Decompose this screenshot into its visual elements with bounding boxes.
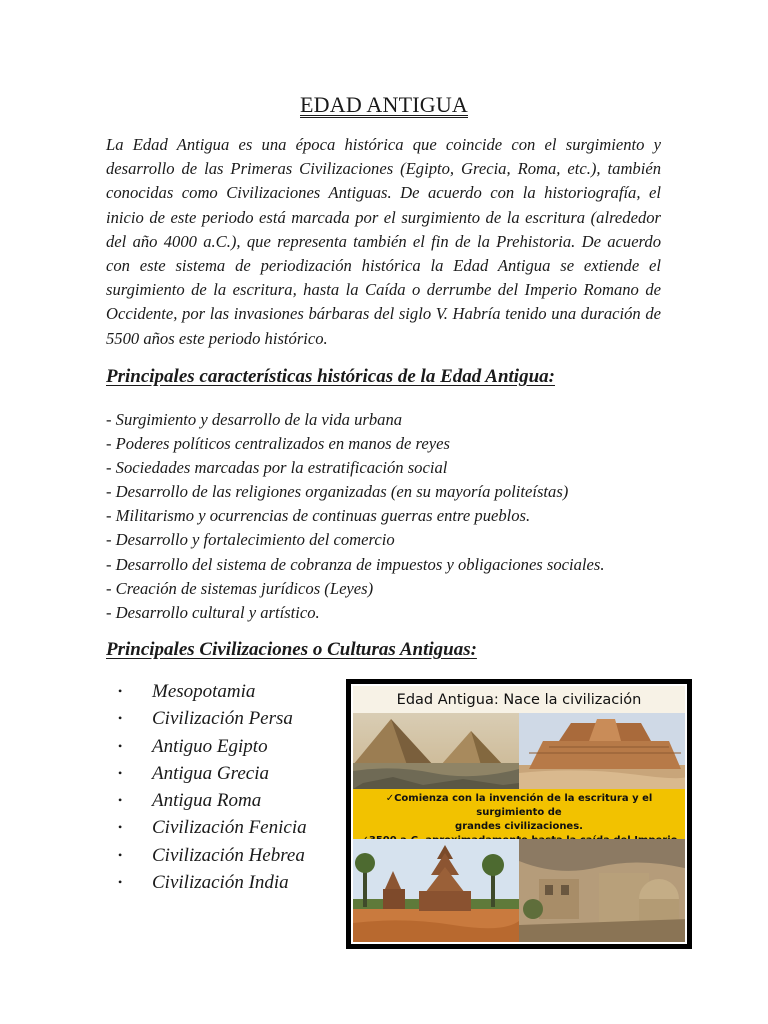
bullet-icon: • — [118, 711, 123, 726]
civilization-name: Civilización Fenicia — [152, 817, 307, 839]
list-item: - Militarismo y ocurrencias de continuas guerras entre pueblos. — [106, 506, 531, 526]
list-item: - Poderes políticos centralizados en manos de reyes — [106, 434, 450, 454]
civilization-name: Civilización Hebrea — [152, 844, 305, 866]
bullet-icon: • — [118, 765, 123, 780]
characteristics-heading: Principales características históricas de la Edad Antigua: — [106, 366, 555, 387]
list-item: - Creación de sistemas jurídicos (Leyes) — [106, 578, 374, 598]
list-item: - Desarrollo de las religiones organizadas (en su mayoría politeístas) — [106, 482, 569, 502]
list-item — [118, 814, 307, 841]
ziggurat-photo — [519, 713, 687, 789]
list-item — [118, 733, 307, 760]
document-title: EDAD ANTIGUA — [300, 92, 468, 117]
civilization-name: Civilización India — [152, 872, 289, 894]
list-item — [118, 842, 307, 869]
list-item: - Desarrollo del sistema de cobranza de impuestos y obligaciones sociales. — [106, 554, 605, 574]
list-item — [118, 760, 307, 787]
bullet-icon: • — [118, 820, 123, 835]
figure-caption-line: ✓Comienza con la invención de la escritura y el surgimiento de — [385, 793, 653, 818]
characteristics-list — [106, 408, 666, 625]
list-item — [118, 705, 307, 732]
bullet-icon: • — [118, 847, 123, 862]
civilization-name: Antigua Grecia — [152, 762, 269, 784]
bullet-icon: • — [118, 875, 123, 890]
figure-caption-line: grandes civilizaciones. — [455, 821, 583, 832]
list-item: - Sociedades marcadas por la estratificación social — [106, 458, 448, 478]
civilization-figure — [346, 679, 692, 949]
intro-paragraph: La Edad Antigua es una época histórica que coincide con el surgimiento y desarrollo de las Primeras Civilizaciones (Egipto, Grecia, Roma, etc.), también conocidas como Civilizaciones Antiguas. De acuerdo con la historiografía, el inicio de este periodo está marcada por el surgimiento de la escritura (alrededor del año 4000 a.C.), que representa también el fin de la Prehistoria. De acuerdo con este sistema de periodización histórica la Edad Antigua se extiende el surgimiento de la escritura, hasta la Caída o derrumbe del Imperio Romano de Occidente, por las invasiones bárbaras del siglo V. Habría tenido una duración de 5500 años este periodo histórico. — [106, 135, 661, 348]
list-item: - Desarrollo cultural y artístico. — [106, 602, 320, 622]
ruins-photo — [519, 839, 687, 942]
bullet-icon: • — [118, 793, 123, 808]
list-item: - Surgimiento y desarrollo de la vida urbana — [106, 410, 403, 429]
list-item — [118, 678, 307, 705]
list-item: - Desarrollo y fortalecimiento del comercio — [106, 530, 395, 550]
figure-panel — [351, 684, 687, 944]
civilization-name: Antigua Roma — [152, 790, 262, 812]
civilization-name: Civilización Persa — [152, 708, 293, 730]
civilization-name: Antiguo Egipto — [152, 735, 268, 757]
civilizations-heading: Principales Civilizaciones o Culturas Antiguas: — [106, 639, 477, 660]
civilizations-list — [118, 678, 307, 896]
bullet-icon: • — [118, 738, 123, 753]
list-item — [118, 869, 307, 896]
figure-title: Edad Antigua: Nace la civilización — [396, 692, 642, 708]
civilization-name: Mesopotamia — [152, 681, 256, 702]
temple-photo — [353, 839, 519, 942]
bullet-icon: • — [118, 684, 123, 698]
figure-caption-banner — [353, 789, 685, 839]
list-item — [118, 787, 307, 814]
pyramids-photo — [353, 713, 519, 789]
